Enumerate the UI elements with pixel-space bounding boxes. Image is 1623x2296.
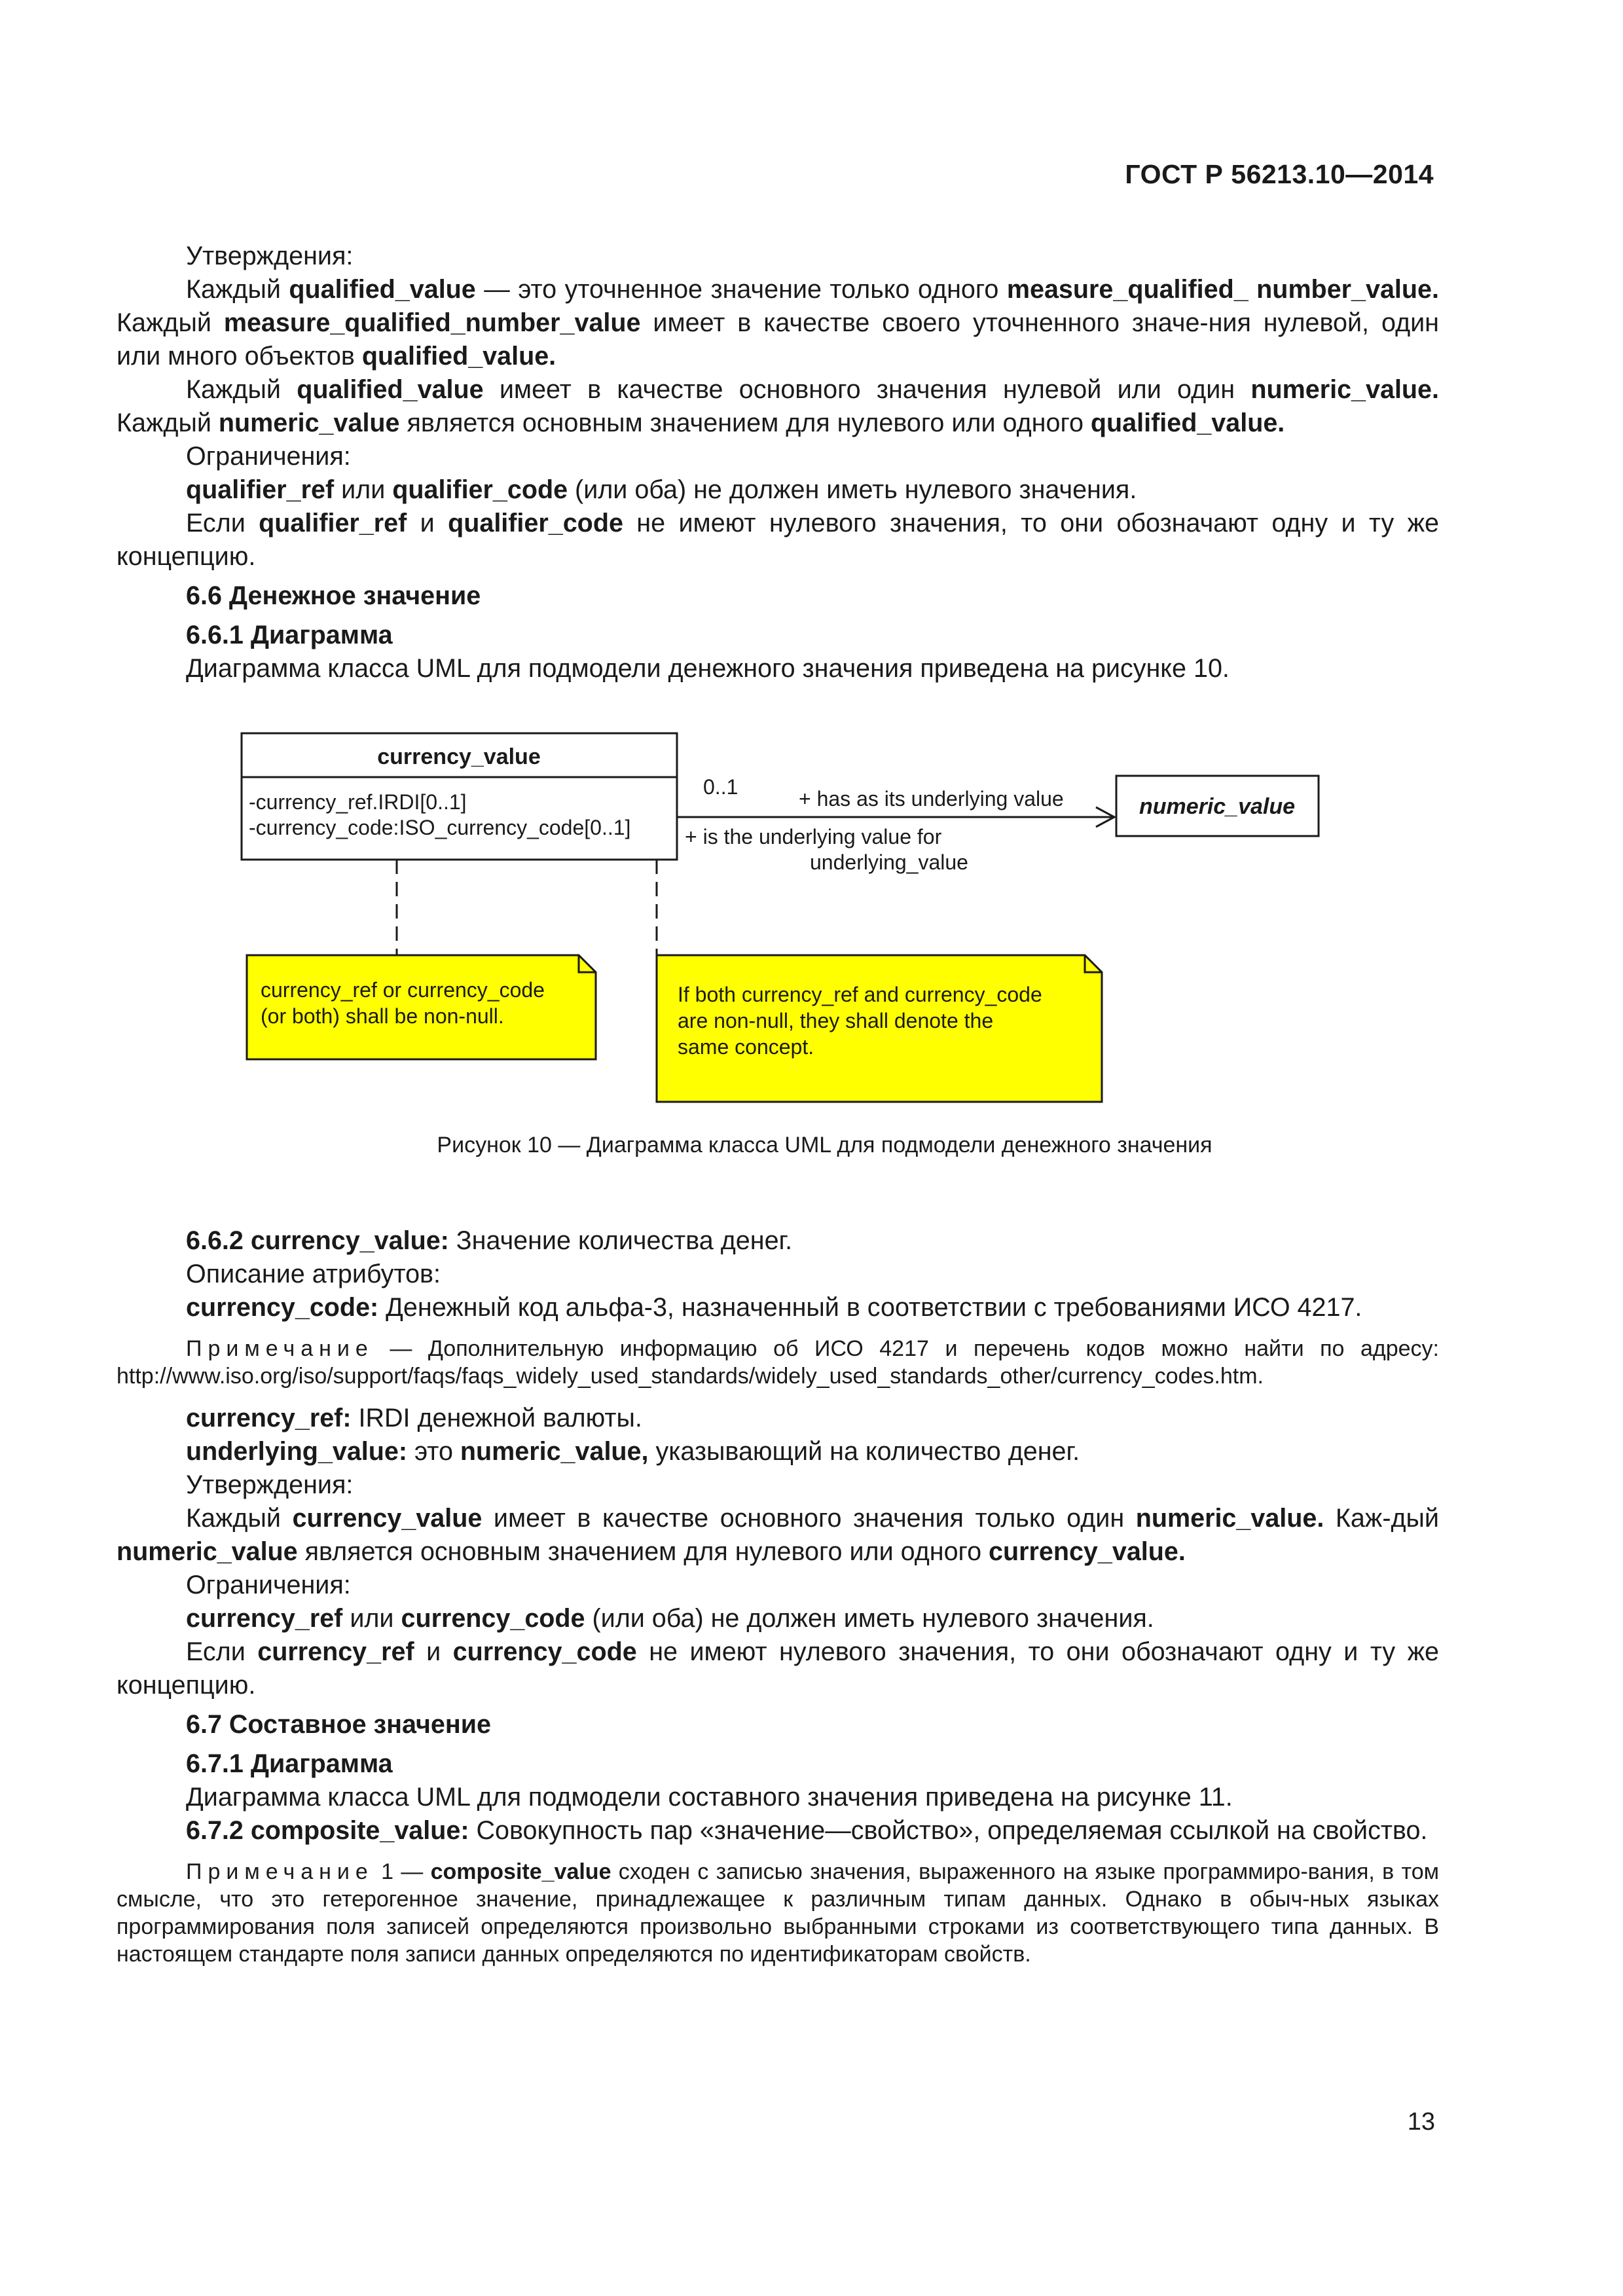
note-number: 1 — xyxy=(373,1859,431,1884)
role-reverse-label: underlying_value xyxy=(810,850,968,874)
attributes-label: Описание атрибутов: xyxy=(186,1260,441,1288)
bold-term: qualified_value. xyxy=(1090,409,1285,437)
bold-term: composite_value xyxy=(430,1859,611,1884)
uml-note xyxy=(657,955,1102,1102)
class-numeric-value xyxy=(1116,776,1319,836)
text-block-bottom xyxy=(117,1224,1439,1968)
class-name: numeric_value xyxy=(1139,794,1296,819)
section-heading: 6.7.1 Диаграмма xyxy=(186,1749,393,1778)
class-attribute: -currency_ref.IRDI[0..1] xyxy=(249,790,467,814)
note-body: composite_value сходен с записью значения, выраженного на языке программиро-вания, в том смысле, что это гетерогенное значение, принадлежащее к различным типам данных. Однако в обыч-ных языках программирования поля записей определяются произвольно выбранными строками из соответствующего типа данных. В настоящем стандарте поля записи данных определяются по идентификаторам свойств. xyxy=(117,1859,1440,1967)
multiplicity-label: 0..1 xyxy=(703,775,739,799)
text-block-top xyxy=(117,240,1439,685)
bold-term: qualified_value. xyxy=(361,342,556,371)
paragraph: Если qualifier_ref и qualifier_code не имеют нулевого значения, то они обозначают одну и ту же концепцию. xyxy=(117,509,1439,571)
section-heading: 6.6.1 Диаграмма xyxy=(186,621,393,649)
document-code: ГОСТ Р 56213.10—2014 xyxy=(1125,159,1434,189)
paragraph: currency_ref: IRDI денежной валюты. xyxy=(186,1404,642,1432)
bold-term: numeric_value xyxy=(218,409,400,437)
bold-term: qualifier_ref xyxy=(186,475,335,504)
bold-term: numeric_value. xyxy=(1250,375,1439,404)
bold-term: currency_code: xyxy=(186,1293,379,1322)
paragraph: Диаграмма класса UML для подмодели денежного значения приведена на рисунке 10. xyxy=(186,654,1230,683)
paragraph: underlying_value: это numeric_value, указывающий на количество денег. xyxy=(186,1437,1080,1466)
bold-term: numeric_value, xyxy=(460,1437,649,1466)
paragraph: currency_ref или currency_code (или оба) не должен иметь нулевого значения. xyxy=(186,1604,1154,1633)
figure-caption: Рисунок 10 — Диаграмма класса UML для подмодели денежного значения xyxy=(437,1133,1213,1157)
bold-term: currency_ref xyxy=(186,1604,343,1633)
paragraph: 6.7.2 composite_value: Совокупность пар «значение—свойство», определяемая ссылкой на свойство. xyxy=(186,1816,1428,1845)
note-label: Примечание xyxy=(186,1859,374,1884)
section-heading: 6.7 Составное значение xyxy=(186,1710,491,1739)
bold-term: qualifier_code xyxy=(448,509,623,538)
role-forward-label: + has as its underlying value xyxy=(799,787,1064,811)
bold-term: numeric_value. xyxy=(1135,1504,1324,1533)
paragraph: Если currency_ref и currency_code не имеют нулевого значения, то они обозначают одну и ту же концепцию. xyxy=(117,1637,1439,1700)
note-text: — Дополнительную информацию об ИСО 4217 и перечень кодов можно найти по адресу: http://www.iso.org/iso/support/faqs/faqs_widely_used_standards/widely_used_standards_other/currency_codes.htm. xyxy=(117,1336,1439,1389)
constraints-label: Ограничения: xyxy=(186,1571,351,1599)
paragraph: Каждый currency_value имеет в качестве основного значения только один numeric_value. Каж-дый numeric_value является основным значением для нулевого или одного currency_value. xyxy=(117,1504,1439,1566)
bold-term: underlying_value: xyxy=(186,1437,408,1466)
bold-term: currency_value xyxy=(292,1504,483,1533)
bold-term: currency_ref: xyxy=(186,1404,352,1432)
section-heading: 6.6 Денежное значение xyxy=(186,581,481,610)
bold-term: qualifier_code xyxy=(392,475,568,504)
bold-term: numeric_value xyxy=(117,1537,298,1566)
bold-term: 6.7.2 composite_value: xyxy=(186,1816,469,1845)
bold-term: measure_qualified_ number_value. xyxy=(1006,275,1439,304)
note-text: If both currency_ref and currency_code xyxy=(678,983,1042,1006)
note-text: currency_ref or currency_code xyxy=(261,978,545,1002)
constraints-label: Ограничения: xyxy=(186,442,351,471)
bold-term: qualified_value xyxy=(297,375,484,404)
note-text: same concept. xyxy=(678,1035,814,1059)
class-currency-value xyxy=(242,733,677,860)
bold-term: qualified_value xyxy=(289,275,476,304)
paragraph: 6.6.2 currency_value: Значение количества денег. xyxy=(186,1226,793,1255)
paragraph: Каждый qualified_value — это уточненное значение только одного measure_qualified_ number_value. Каждый measure_qualified_number_value имеет в качестве своего уточненного значе-ния нулевой, один или много объектов qualified_value. xyxy=(117,275,1439,371)
note xyxy=(117,1858,1439,1968)
paragraph: Диаграмма класса UML для подмодели составного значения приведена на рисунке 11. xyxy=(186,1783,1233,1812)
class-name: currency_value xyxy=(377,744,541,769)
bold-term: qualifier_ref xyxy=(259,509,407,538)
uml-class-diagram xyxy=(229,723,1329,1195)
assertions-label: Утверждения: xyxy=(186,1470,354,1499)
paragraph: currency_code: Денежный код альфа-3, назначенный в соответствии с требованиями ИСО 4217. xyxy=(186,1293,1362,1322)
bold-term: measure_qualified_number_value xyxy=(223,308,641,337)
bold-term: currency_code xyxy=(452,1637,637,1666)
paragraph: qualifier_ref или qualifier_code (или оба) не должен иметь нулевого значения. xyxy=(186,475,1137,504)
uml-note xyxy=(247,955,596,1059)
bold-term: currency_code xyxy=(401,1604,585,1633)
bold-term: currency_ref xyxy=(257,1637,414,1666)
page-number: 13 xyxy=(1407,2108,1435,2136)
note-label: Примечание xyxy=(186,1336,374,1361)
assertions-label: Утверждения: xyxy=(186,242,354,270)
note-text: are non-null, they shall denote the xyxy=(678,1009,994,1032)
class-attribute: -currency_code:ISO_currency_code[0..1] xyxy=(249,816,631,839)
paragraph: Каждый qualified_value имеет в качестве основного значения нулевой или один numeric_value. Каждый numeric_value является основным значением для нулевого или одного qualified_value. xyxy=(117,375,1439,437)
bold-term: 6.6.2 currency_value: xyxy=(186,1226,449,1255)
role-reverse-label: + is the underlying value for xyxy=(685,825,942,848)
note xyxy=(117,1335,1439,1390)
bold-term: currency_value. xyxy=(989,1537,1186,1566)
note-text: (or both) shall be non-null. xyxy=(261,1004,504,1028)
